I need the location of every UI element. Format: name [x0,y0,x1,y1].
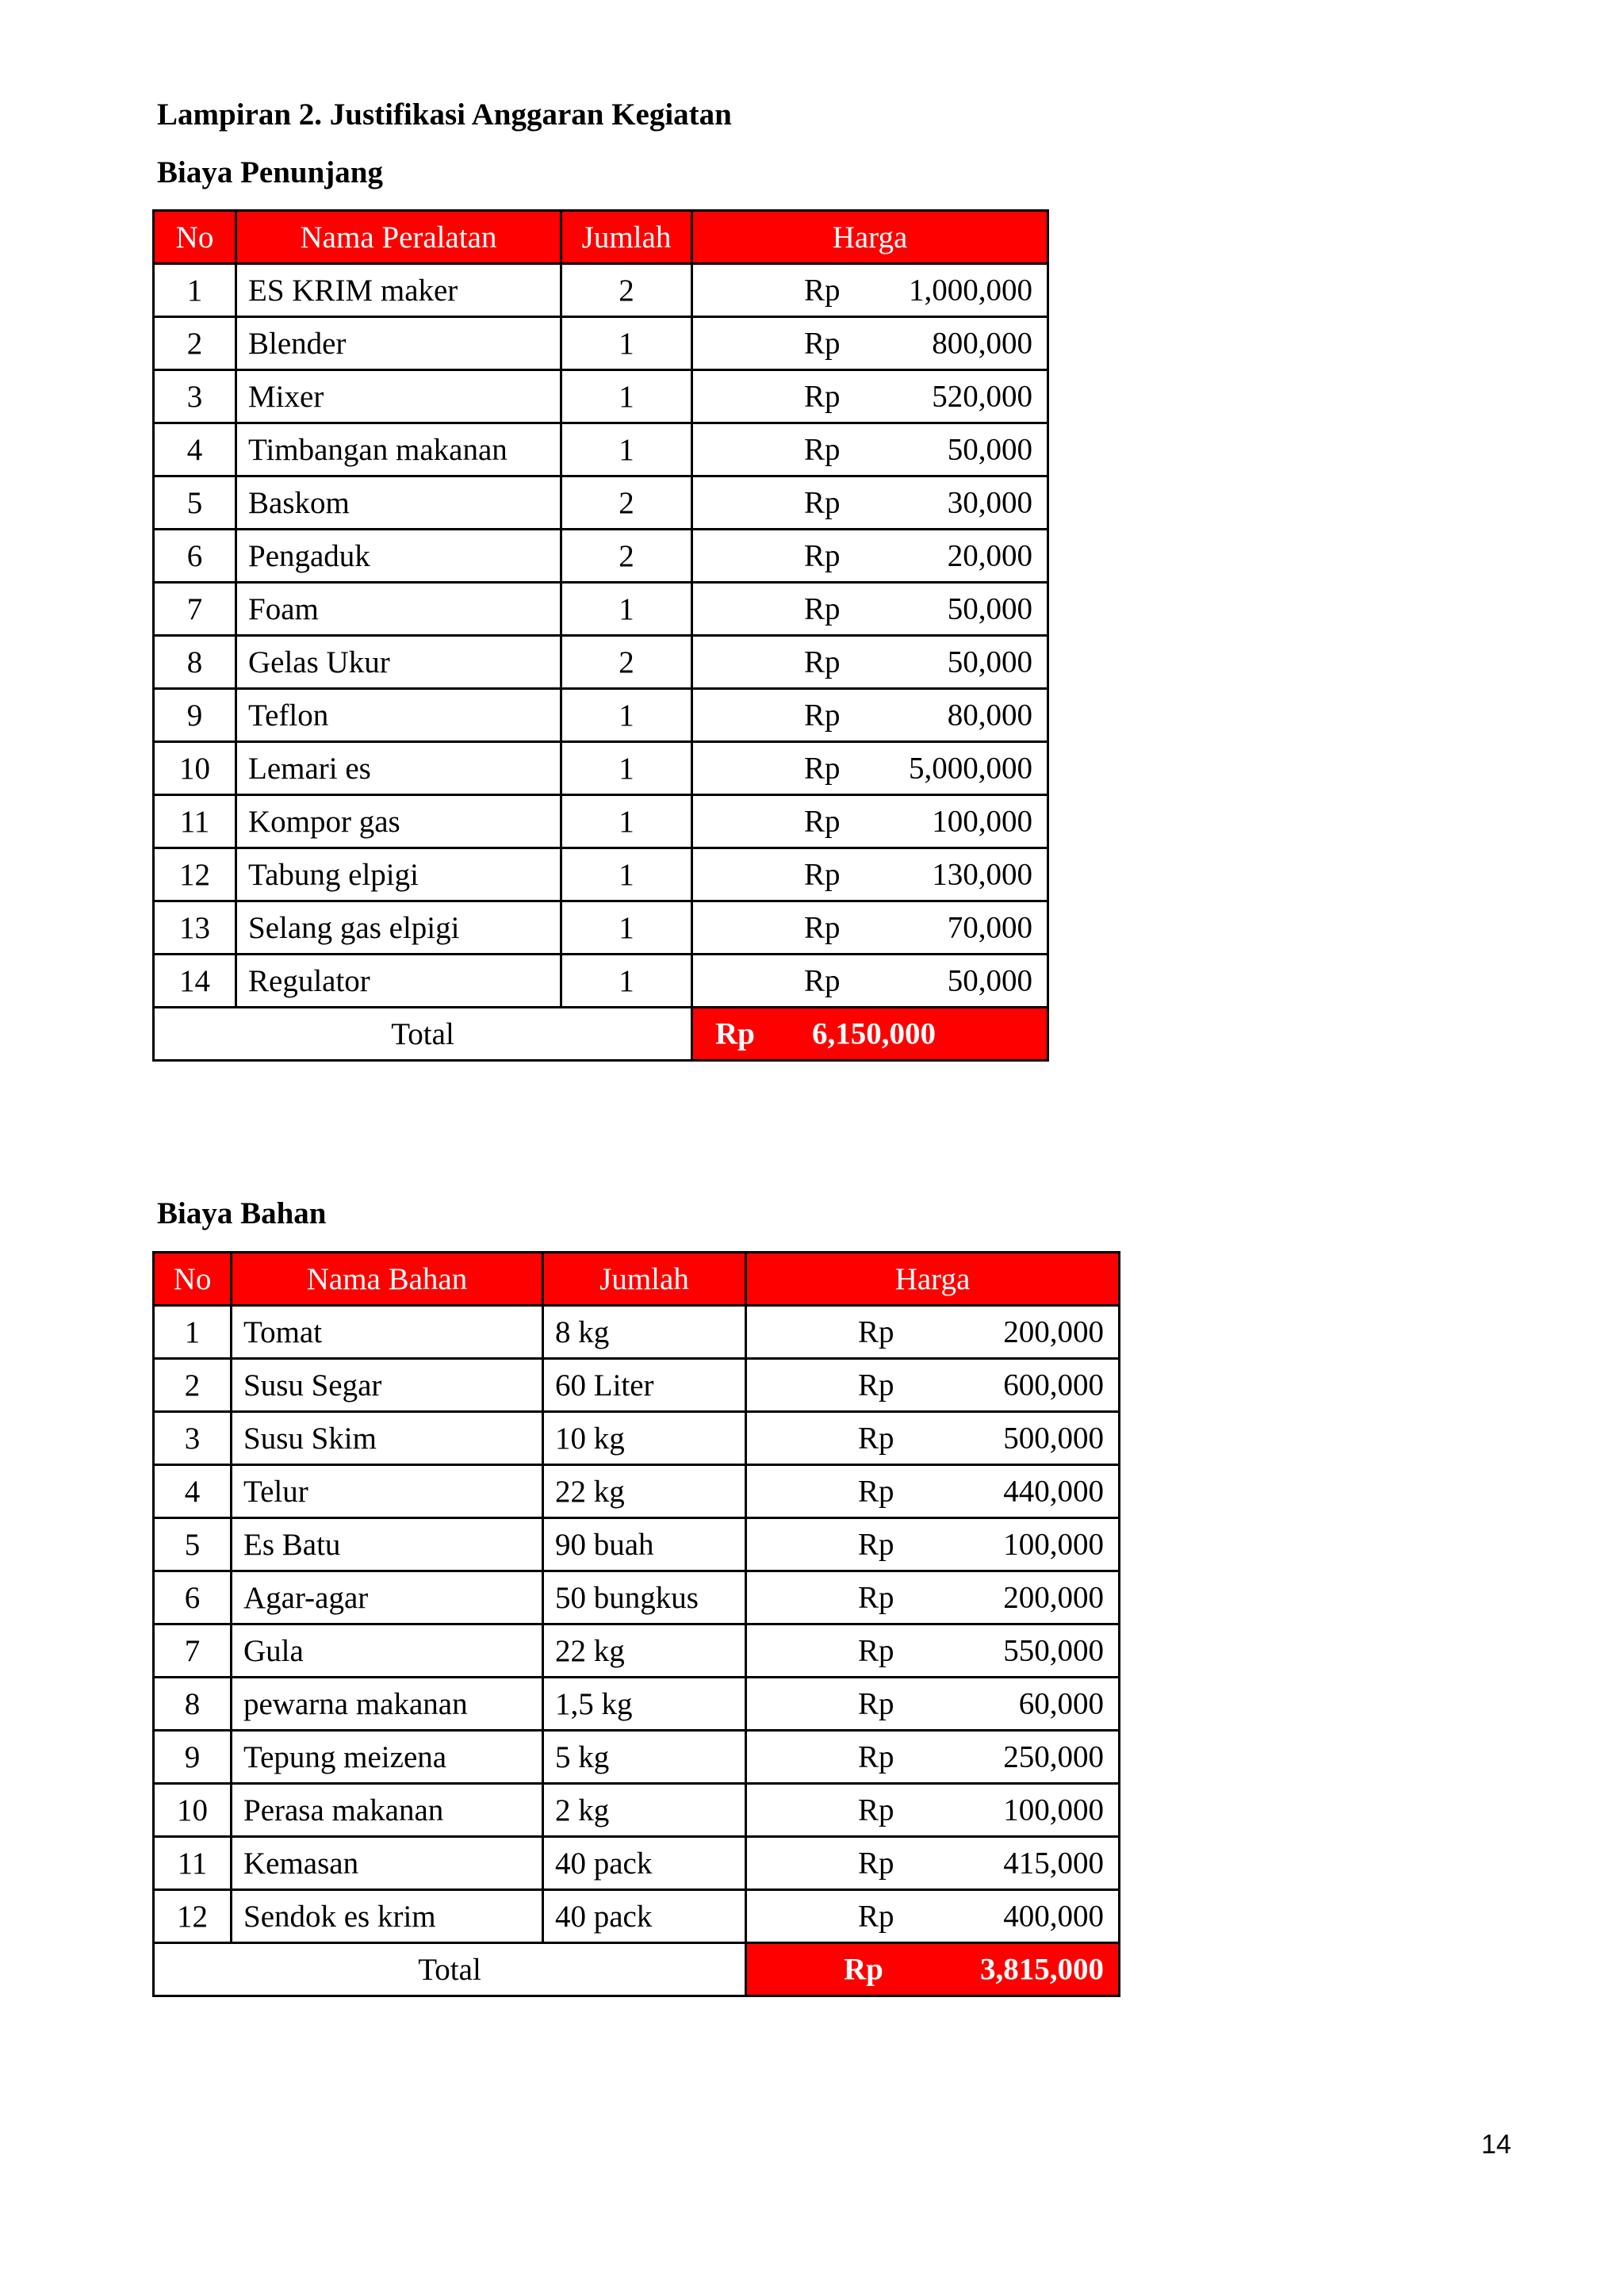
price-amount: 550,000 [1003,1633,1104,1668]
cell-no: 3 [154,370,236,423]
price-amount: 440,000 [1003,1474,1104,1509]
cell-jumlah: 2 kg [543,1784,746,1837]
cell-jumlah: 1 [561,423,692,476]
cell-jumlah: 2 [561,636,692,689]
cell-no: 7 [154,1624,232,1678]
header-no: No [154,211,236,264]
cell-nama: Regulator [236,955,561,1008]
currency-label: Rp [804,698,841,733]
currency-label: Rp [715,1016,755,1051]
cell-harga [746,1359,1120,1412]
cell-no: 13 [154,901,236,955]
cell-harga [692,689,1048,742]
cell-nama: Foam [236,583,561,636]
total-row [154,1943,1120,1996]
total-amount: 6,150,000 [812,1016,936,1051]
price-amount: 50,000 [947,645,1032,679]
currency-label: Rp [858,1899,894,1934]
table-row [154,1624,1120,1678]
cell-harga [692,530,1048,583]
section-heading-biaya-bahan: Biaya Bahan [157,1196,327,1230]
cell-harga [692,264,1048,317]
cell-no: 11 [154,1837,232,1890]
cell-harga [692,848,1048,901]
total-label: Total [154,1943,746,1996]
currency-label: Rp [858,1474,894,1509]
table-row [154,742,1048,795]
cell-nama: Susu Segar [232,1359,543,1412]
cell-harga [692,742,1048,795]
cell-nama: Susu Skim [232,1412,543,1465]
currency-label: Rp [858,1846,894,1881]
cell-jumlah: 1 [561,317,692,370]
currency-label: Rp [858,1527,894,1562]
cell-nama: Gula [232,1624,543,1678]
cell-harga [746,1518,1120,1571]
table-row [154,848,1048,901]
price-amount: 50,000 [947,432,1032,467]
cell-nama: Kompor gas [236,795,561,848]
price-amount: 30,000 [947,485,1032,520]
header-nama-peralatan: Nama Peralatan [236,211,561,264]
cell-jumlah: 2 [561,530,692,583]
cell-jumlah: 5 kg [543,1731,746,1784]
cell-jumlah: 1 [561,689,692,742]
header-jumlah: Jumlah [543,1253,746,1306]
cell-nama: Sendok es krim [232,1890,543,1943]
price-amount: 5,000,000 [909,751,1032,786]
cell-nama: Baskom [236,476,561,530]
cell-jumlah: 10 kg [543,1412,746,1465]
cell-no: 5 [154,1518,232,1571]
cell-harga [746,1412,1120,1465]
price-amount: 60,000 [1018,1686,1104,1721]
cell-harga [692,423,1048,476]
currency-label: Rp [858,1421,894,1456]
table-header-row [154,1253,1120,1306]
currency-label: Rp [804,538,841,573]
table-row [154,264,1048,317]
cell-no: 6 [154,530,236,583]
cell-no: 10 [154,742,236,795]
table-row [154,1518,1120,1571]
currency-label: Rp [804,591,841,626]
cell-no: 12 [154,848,236,901]
table-row [154,1412,1120,1465]
cell-jumlah: 22 kg [543,1624,746,1678]
currency-label: Rp [804,804,841,839]
cell-harga [692,955,1048,1008]
table-row [154,795,1048,848]
cell-nama: Mixer [236,370,561,423]
price-amount: 50,000 [947,963,1032,998]
currency-label: Rp [858,1793,894,1827]
cell-harga [746,1731,1120,1784]
cell-harga [692,636,1048,689]
price-amount: 130,000 [932,857,1032,892]
currency-label: Rp [804,645,841,679]
cell-jumlah: 1 [561,848,692,901]
total-value [746,1943,1120,1996]
table-row [154,636,1048,689]
cell-harga [746,1784,1120,1837]
currency-label: Rp [804,485,841,520]
cell-harga [746,1678,1120,1731]
cell-no: 2 [154,1359,232,1412]
cell-nama: Selang gas elpigi [236,901,561,955]
table-row [154,1784,1120,1837]
cell-harga [692,370,1048,423]
cell-jumlah: 8 kg [543,1306,746,1359]
table-row [154,1837,1120,1890]
price-amount: 80,000 [947,698,1032,733]
cell-jumlah: 1 [561,742,692,795]
cell-nama: Lemari es [236,742,561,795]
cell-nama: Es Batu [232,1518,543,1571]
total-amount: 3,815,000 [980,1952,1104,1987]
price-amount: 500,000 [1003,1421,1104,1456]
total-value [692,1008,1048,1061]
cell-no: 6 [154,1571,232,1624]
table-row [154,317,1048,370]
cell-harga [746,1571,1120,1624]
cell-no: 14 [154,955,236,1008]
table-row [154,1678,1120,1731]
price-amount: 520,000 [932,379,1032,414]
cell-jumlah: 40 pack [543,1890,746,1943]
cell-no: 1 [154,264,236,317]
table-row [154,901,1048,955]
table-row [154,1359,1120,1412]
table-biaya-penunjang [152,209,1049,1062]
cell-nama: Perasa makanan [232,1784,543,1837]
price-amount: 200,000 [1003,1314,1104,1349]
price-amount: 100,000 [1003,1527,1104,1562]
price-amount: 600,000 [1003,1368,1104,1402]
currency-label: Rp [804,751,841,786]
cell-jumlah: 2 [561,476,692,530]
header-harga: Harga [692,211,1048,264]
cell-nama: Kemasan [232,1837,543,1890]
table-row [154,370,1048,423]
cell-nama: Tabung elpigi [236,848,561,901]
price-amount: 250,000 [1003,1739,1104,1774]
currency-label: Rp [804,910,841,945]
cell-jumlah: 40 pack [543,1837,746,1890]
table-row [154,1571,1120,1624]
cell-nama: ES KRIM maker [236,264,561,317]
cell-harga [746,1624,1120,1678]
cell-nama: Tepung meizena [232,1731,543,1784]
table-row [154,955,1048,1008]
price-amount: 50,000 [947,591,1032,626]
header-no: No [154,1253,232,1306]
price-amount: 100,000 [1003,1793,1104,1827]
cell-nama: Agar-agar [232,1571,543,1624]
currency-label: Rp [858,1314,894,1349]
cell-nama: pewarna makanan [232,1678,543,1731]
table-row [154,689,1048,742]
header-nama-bahan: Nama Bahan [232,1253,543,1306]
page-number: 14 [1481,2130,1511,2160]
cell-harga [746,1306,1120,1359]
cell-harga [746,1465,1120,1518]
cell-nama: Pengaduk [236,530,561,583]
total-row [154,1008,1048,1061]
cell-jumlah: 1 [561,583,692,636]
cell-no: 11 [154,795,236,848]
table-row [154,530,1048,583]
cell-no: 9 [154,1731,232,1784]
price-amount: 100,000 [932,804,1032,839]
table-row [154,1465,1120,1518]
price-amount: 800,000 [932,326,1032,361]
cell-jumlah: 90 buah [543,1518,746,1571]
currency-label: Rp [844,1952,883,1987]
cell-no: 8 [154,636,236,689]
currency-label: Rp [804,963,841,998]
cell-harga [692,476,1048,530]
table-header-row [154,211,1048,264]
currency-label: Rp [804,326,841,361]
price-amount: 1,000,000 [909,273,1032,308]
currency-label: Rp [804,379,841,414]
currency-label: Rp [804,432,841,467]
cell-nama: Timbangan makanan [236,423,561,476]
price-amount: 400,000 [1003,1899,1104,1934]
cell-no: 3 [154,1412,232,1465]
cell-harga [692,583,1048,636]
price-amount: 200,000 [1003,1580,1104,1615]
currency-label: Rp [804,273,841,308]
currency-label: Rp [858,1739,894,1774]
cell-nama: Blender [236,317,561,370]
cell-nama: Teflon [236,689,561,742]
table-row [154,1731,1120,1784]
price-amount: 20,000 [947,538,1032,573]
cell-harga [746,1837,1120,1890]
cell-harga [692,795,1048,848]
cell-jumlah: 60 Liter [543,1359,746,1412]
currency-label: Rp [858,1686,894,1721]
cell-harga [692,317,1048,370]
cell-jumlah: 1,5 kg [543,1678,746,1731]
currency-label: Rp [858,1368,894,1402]
table-row [154,423,1048,476]
cell-no: 4 [154,423,236,476]
currency-label: Rp [804,857,841,892]
total-label: Total [154,1008,692,1061]
cell-nama: Telur [232,1465,543,1518]
cell-jumlah: 22 kg [543,1465,746,1518]
cell-harga [746,1890,1120,1943]
price-amount: 70,000 [947,910,1032,945]
table-biaya-bahan [152,1251,1120,1997]
currency-label: Rp [858,1580,894,1615]
cell-no: 9 [154,689,236,742]
cell-nama: Tomat [232,1306,543,1359]
table-row [154,1890,1120,1943]
table-row [154,1306,1120,1359]
table-row [154,476,1048,530]
currency-label: Rp [858,1633,894,1668]
cell-jumlah: 1 [561,901,692,955]
price-amount: 415,000 [1003,1846,1104,1881]
cell-no: 4 [154,1465,232,1518]
cell-harga [692,901,1048,955]
cell-no: 10 [154,1784,232,1837]
cell-jumlah: 1 [561,795,692,848]
cell-jumlah: 50 bungkus [543,1571,746,1624]
cell-no: 5 [154,476,236,530]
cell-no: 1 [154,1306,232,1359]
section-heading-biaya-penunjang: Biaya Penunjang [157,155,383,189]
page-title: Lampiran 2. Justifikasi Anggaran Kegiatan [157,98,732,132]
cell-jumlah: 1 [561,370,692,423]
cell-no: 8 [154,1678,232,1731]
cell-no: 2 [154,317,236,370]
header-harga: Harga [746,1253,1120,1306]
cell-no: 12 [154,1890,232,1943]
cell-nama: Gelas Ukur [236,636,561,689]
cell-jumlah: 2 [561,264,692,317]
table-row [154,583,1048,636]
header-jumlah: Jumlah [561,211,692,264]
cell-jumlah: 1 [561,955,692,1008]
cell-no: 7 [154,583,236,636]
